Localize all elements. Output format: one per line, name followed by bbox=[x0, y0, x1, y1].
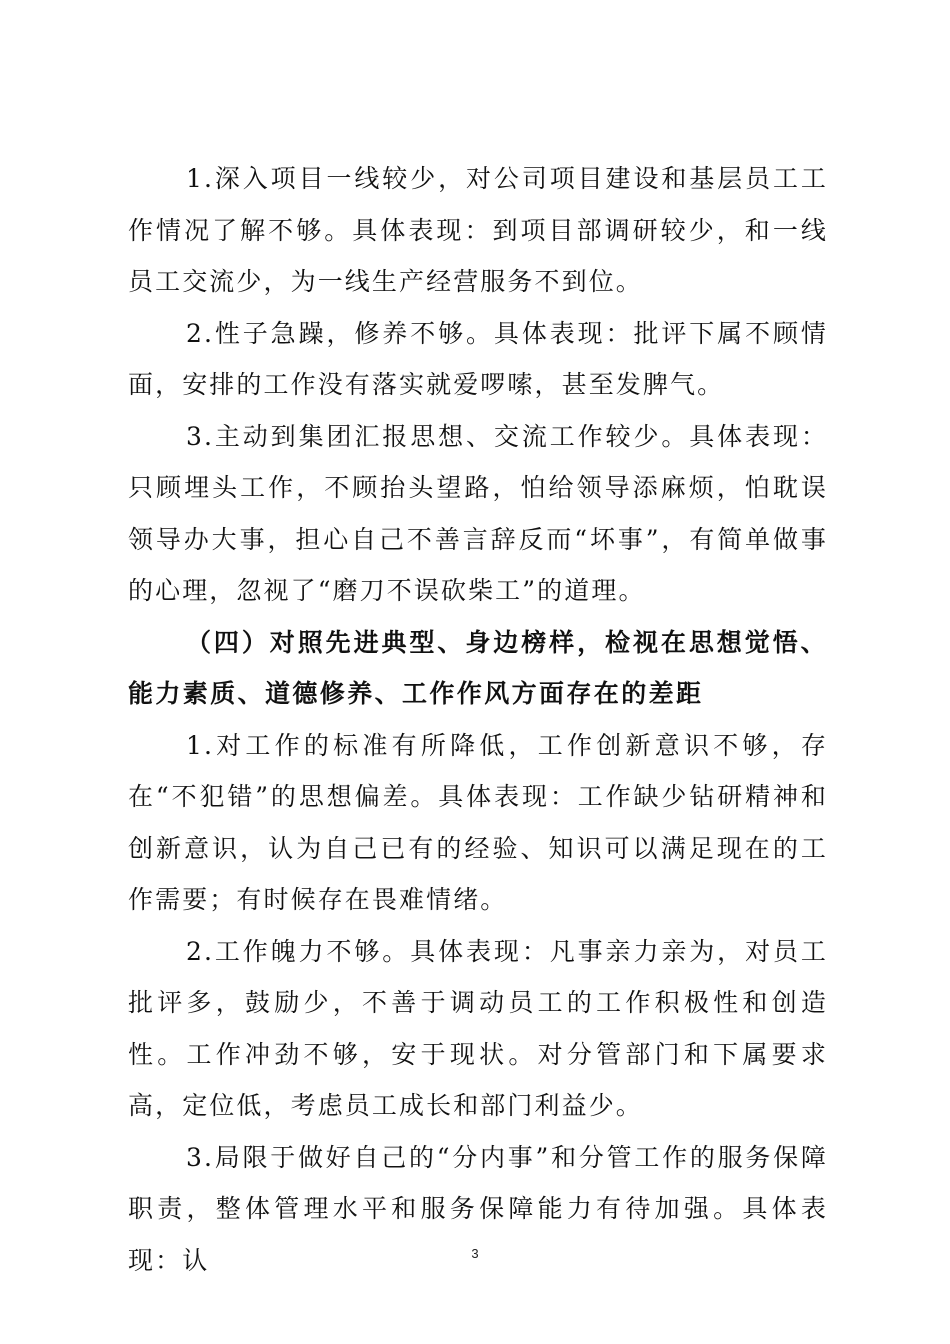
paragraph: 1.深入项目一线较少，对公司项目建设和基层员工工作情况了解不够。具体表现：到项目部调研较少，和一线员工交流少，为一线生产经营服务不到位。 bbox=[128, 164, 828, 296]
paragraph: 1.对工作的标准有所降低，工作创新意识不够，存在“不犯错”的思想偏差。具体表现：工作缺少钻研精神和创新意识，认为自己已有的经验、知识可以满足现在的工作需要；有时候存在畏难情绪。 bbox=[128, 730, 828, 914]
page-number: 3 bbox=[471, 1246, 479, 1261]
section-heading: （四）对照先进典型、身边榜样，检视在思想觉悟、能力素质、道德修养、工作作风方面存在的差距 bbox=[128, 627, 828, 708]
paragraph: 2.工作魄力不够。具体表现：凡事亲力亲为，对员工批评多，鼓励少，不善于调动员工的工作积极性和创造性。工作冲劲不够，安于现状。对分管部门和下属要求高，定位低，考虑员工成长和部门利益少。 bbox=[128, 936, 828, 1120]
paragraph: 3.局限于做好自己的“分内事”和分管工作的服务保障职责，整体管理水平和服务保障能力有待加强。具体表现：认 bbox=[128, 1142, 828, 1275]
body-text bbox=[128, 153, 828, 1286]
paragraph: 2.性子急躁，修养不够。具体表现：批评下属不顾情面，安排的工作没有落实就爱啰嗦，甚至发脾气。 bbox=[128, 318, 828, 399]
paragraph: 3.主动到集团汇报思想、交流工作较少。具体表现：只顾埋头工作，不顾抬头望路，怕给领导添麻烦，怕耽误领导办大事，担心自己不善言辞反而“坏事”，有简单做事的心理，忽视了“磨刀不误砍柴工”的道理。 bbox=[128, 421, 828, 605]
